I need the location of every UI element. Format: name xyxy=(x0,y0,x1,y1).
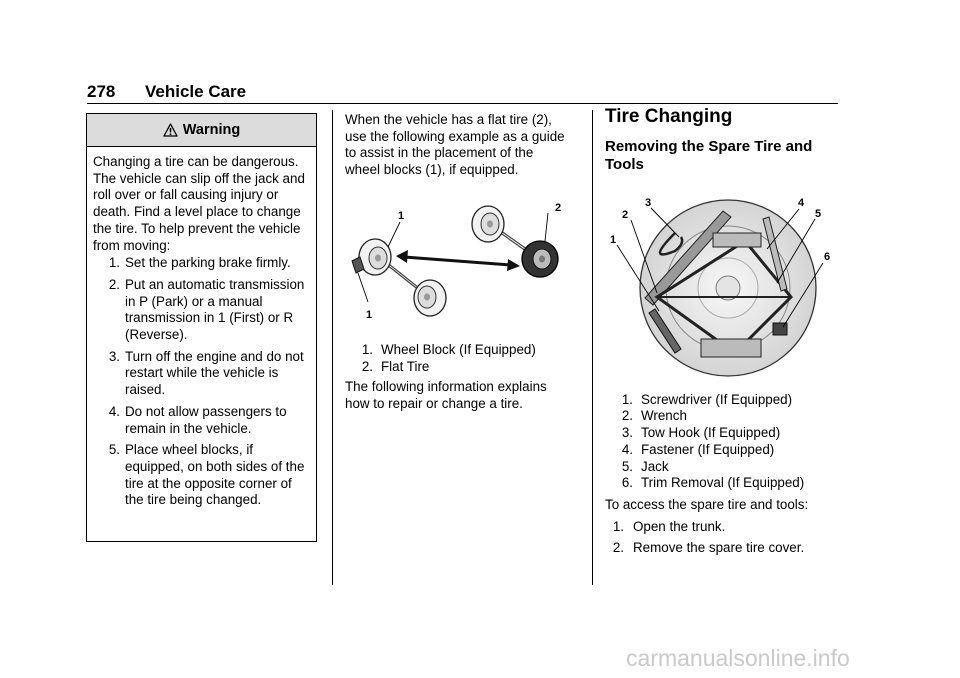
section-heading: Tire Changing xyxy=(605,106,733,127)
page-number: 278 xyxy=(87,82,116,101)
header-rule xyxy=(87,103,838,104)
wheel-with-block xyxy=(352,239,391,275)
repair-info-text: The following information explains how to repair or change a tire. xyxy=(345,379,547,411)
warning-steps xyxy=(93,255,309,509)
callout-2: 2 xyxy=(555,202,562,214)
wheel-block-illustration xyxy=(350,197,580,325)
list-item: 5. Jack xyxy=(621,458,669,474)
callout-3: 3 xyxy=(645,197,652,209)
callout-6: 6 xyxy=(824,251,831,263)
list-item: 1. Screwdriver (If Equipped) xyxy=(621,391,793,407)
callout-1-top: 1 xyxy=(398,210,405,222)
section-title: Vehicle Care xyxy=(145,82,247,101)
wheel-rear-right xyxy=(414,280,446,316)
warning-body xyxy=(87,147,316,509)
column-divider-2 xyxy=(592,110,593,585)
list-item: 2. Remove the spare tire cover. xyxy=(612,540,805,556)
list-item: 2. Flat Tire xyxy=(361,358,430,374)
callout-1-bottom: 1 xyxy=(366,309,373,321)
column-divider-1 xyxy=(332,110,333,585)
wheel-block-intro: When the vehicle has a flat tire (2), use the following example as a guide to assist in the placement of the wheel blocks (1), if equipped. xyxy=(345,112,565,178)
list-item: 1. Wheel Block (If Equipped) xyxy=(361,341,536,357)
spare-tire-tools-illustration xyxy=(605,193,840,378)
watermark: carmanualsonline.info xyxy=(626,645,850,671)
list-item: 5. Place wheel blocks, if equipped, on both sides of the tire at the opposite corner of the tire being changed. xyxy=(108,442,305,508)
callout-4: 4 xyxy=(798,197,805,209)
list-item: 2. Wrench xyxy=(621,408,687,424)
list-item: 4. Fastener (If Equipped) xyxy=(621,441,775,457)
subsection-heading: Removing the Spare Tire and Tools xyxy=(605,137,813,173)
callout-1: 1 xyxy=(610,234,617,246)
list-item: 4. Do not allow passengers to remain in the vehicle. xyxy=(108,403,287,436)
list-item: 2. Put an automatic transmission in P (Park) or a manual transmission in 1 (First) or R (Reverse). xyxy=(108,276,305,343)
list-item: 1. Open the trunk. xyxy=(612,518,726,534)
warning-box xyxy=(86,113,317,542)
spare-tire-tool-captions xyxy=(605,392,845,492)
list-item: 3. Tow Hook (If Equipped) xyxy=(621,425,781,441)
wheel-block-captions xyxy=(345,342,570,375)
warning-intro: Changing a tire can be dangerous. The vehicle can slip off the jack and roll over or fall causing injury or death. Find a level place to change the tire. To help prevent the vehicle from moving: xyxy=(93,154,305,253)
callout-2: 2 xyxy=(622,209,629,221)
page-header xyxy=(87,82,246,102)
warning-header xyxy=(87,114,316,147)
list-item: 3. Turn off the engine and do not restart while the vehicle is raised. xyxy=(108,348,304,398)
wheel-front-left xyxy=(472,206,504,242)
list-item: 1. Set the parking brake firmly. xyxy=(108,255,291,271)
diagonal-arrow xyxy=(396,250,520,271)
access-steps xyxy=(605,519,845,557)
flat-tire xyxy=(522,241,558,277)
warning-title: Warning xyxy=(182,122,241,138)
list-item: 6. Trim Removal (If Equipped) xyxy=(621,475,805,491)
callout-5: 5 xyxy=(815,208,822,220)
warning-triangle-icon xyxy=(163,123,178,137)
access-intro: To access the spare tire and tools: xyxy=(605,496,809,512)
